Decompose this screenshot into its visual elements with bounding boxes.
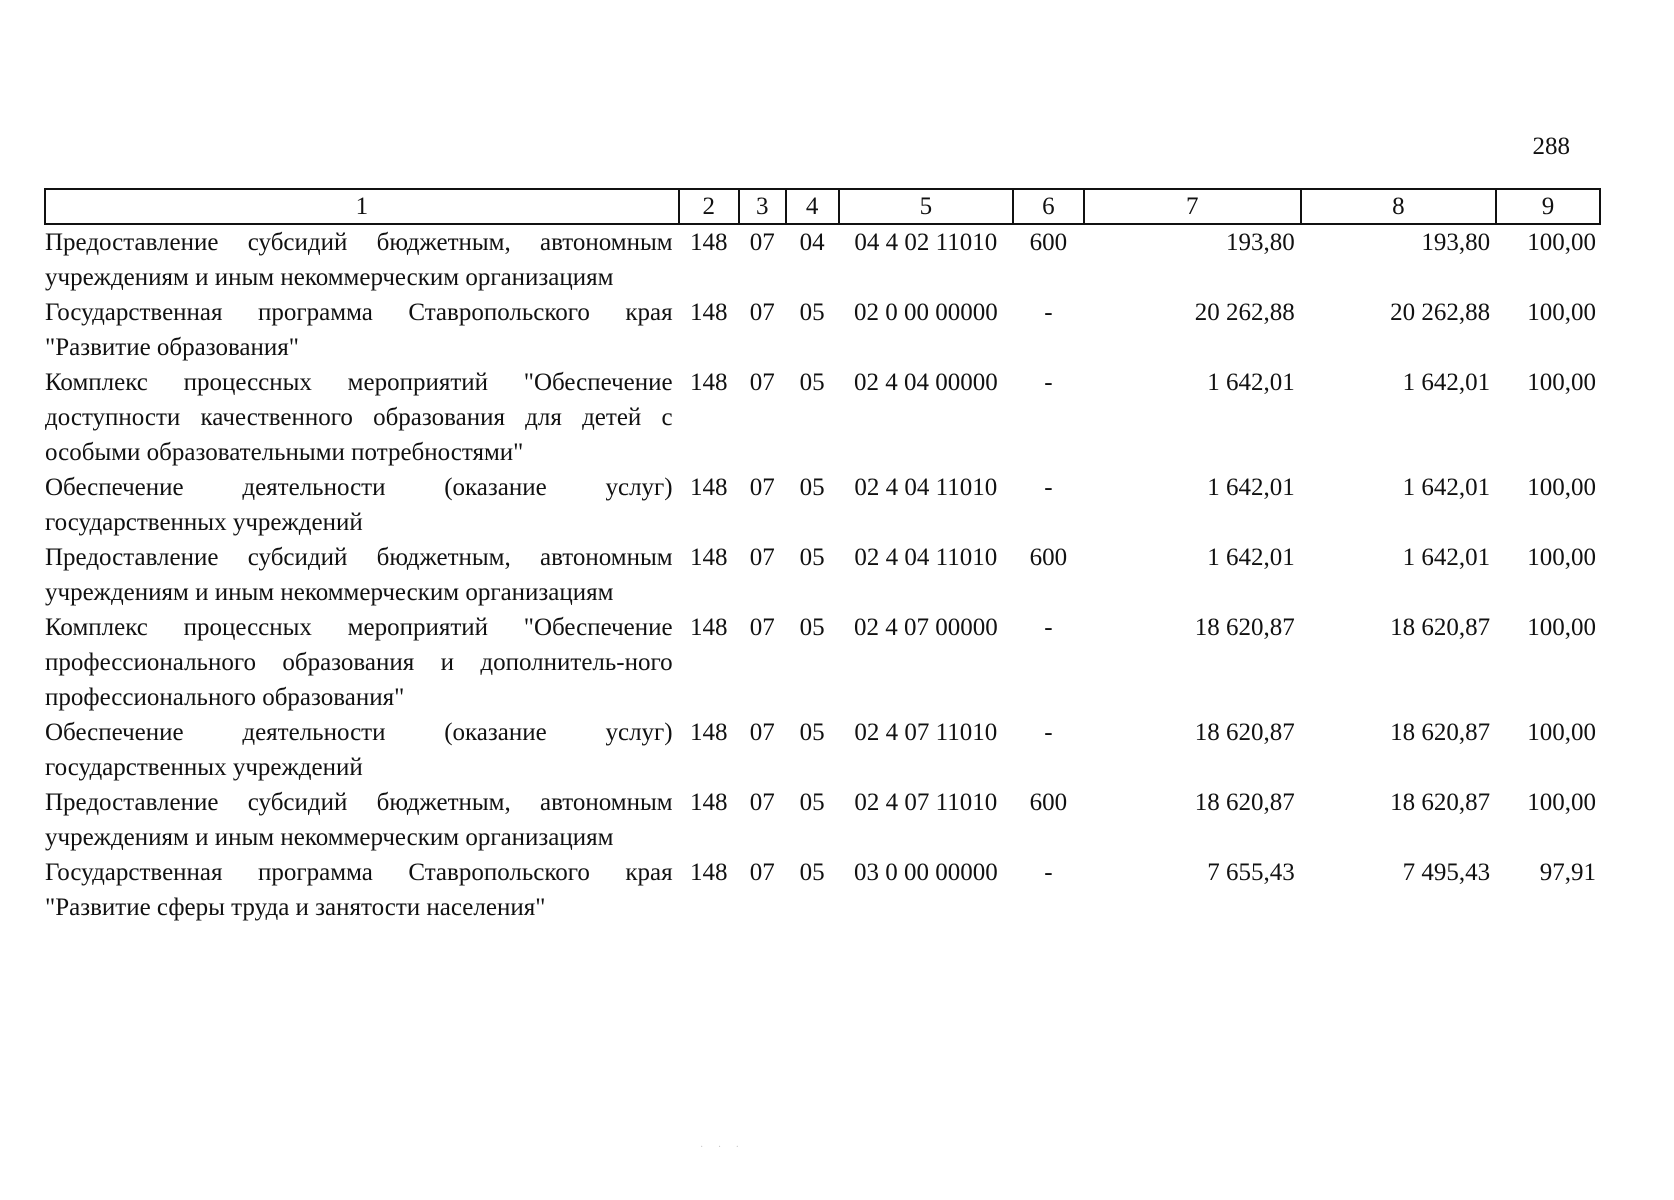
row-pr: 05 bbox=[799, 789, 825, 816]
row-csr: 02 4 04 00000 bbox=[853, 369, 998, 396]
table-row bbox=[45, 855, 1600, 925]
row-csr: 02 4 07 11010 bbox=[854, 719, 998, 746]
header-col-8: 8 bbox=[1301, 189, 1496, 224]
row-grbs: 148 bbox=[689, 614, 728, 641]
row-pr: 05 bbox=[799, 719, 825, 746]
row-percent: 100,00 bbox=[1527, 789, 1596, 816]
row-percent: 100,00 bbox=[1527, 614, 1596, 641]
row-vr: - bbox=[1044, 859, 1053, 886]
row-fact: 7 495,43 bbox=[1402, 859, 1491, 886]
header-col-2: 2 bbox=[679, 189, 739, 224]
row-name: Предоставление субсидий бюджетным, автономным учреждениям и иным некоммерческим организациям bbox=[45, 789, 673, 851]
row-pr: 05 bbox=[799, 369, 825, 396]
table-row bbox=[45, 610, 1600, 715]
row-rz: 07 bbox=[749, 719, 775, 746]
row-name: Обеспечение деятельности (оказание услуг) государственных учреждений bbox=[45, 474, 673, 536]
row-grbs: 148 bbox=[689, 859, 728, 886]
row-csr: 02 4 07 00000 bbox=[853, 614, 998, 641]
row-plan: 7 655,43 bbox=[1207, 859, 1295, 886]
header-col-9: 9 bbox=[1496, 189, 1600, 224]
row-plan: 1 642,01 bbox=[1207, 369, 1295, 396]
row-percent: 100,00 bbox=[1527, 369, 1596, 396]
row-vr: - bbox=[1044, 369, 1053, 396]
table-row bbox=[45, 224, 1600, 295]
row-fact: 18 620,87 bbox=[1390, 789, 1491, 816]
row-grbs: 148 bbox=[689, 544, 728, 571]
table-row bbox=[45, 295, 1600, 365]
row-csr: 03 0 00 00000 bbox=[853, 859, 998, 886]
row-percent: 100,00 bbox=[1527, 719, 1596, 746]
page-number: 288 bbox=[1532, 133, 1570, 160]
table-row bbox=[45, 715, 1600, 785]
row-vr: - bbox=[1044, 474, 1053, 501]
row-vr: 600 bbox=[1029, 789, 1068, 816]
row-rz: 07 bbox=[749, 299, 775, 326]
row-pr: 05 bbox=[799, 614, 825, 641]
header-col-1: 1 bbox=[45, 189, 679, 224]
row-fact: 193,80 bbox=[1421, 229, 1491, 256]
row-percent: 100,00 bbox=[1527, 299, 1596, 326]
row-percent: 100,00 bbox=[1527, 474, 1596, 501]
header-row bbox=[45, 189, 1600, 224]
row-grbs: 148 bbox=[689, 369, 728, 396]
budget-table bbox=[44, 188, 1601, 925]
row-pr: 05 bbox=[799, 544, 825, 571]
table-row bbox=[45, 365, 1600, 470]
row-plan: 1 642,01 bbox=[1207, 474, 1295, 501]
table-row bbox=[45, 785, 1600, 855]
row-fact: 20 262,88 bbox=[1390, 299, 1491, 326]
row-pr: 05 bbox=[799, 859, 825, 886]
row-rz: 07 bbox=[749, 614, 775, 641]
row-name: Государственная программа Ставропольского края "Развитие сферы труда и занятости населения" bbox=[45, 859, 673, 921]
row-pr: 05 bbox=[799, 474, 825, 501]
table-row bbox=[45, 470, 1600, 540]
row-fact: 1 642,01 bbox=[1402, 369, 1491, 396]
row-vr: - bbox=[1044, 719, 1053, 746]
row-rz: 07 bbox=[749, 859, 775, 886]
row-pr: 05 bbox=[799, 299, 825, 326]
row-percent: 100,00 bbox=[1527, 544, 1596, 571]
row-rz: 07 bbox=[749, 544, 775, 571]
row-fact: 18 620,87 bbox=[1390, 614, 1491, 641]
row-vr: 600 bbox=[1029, 229, 1068, 256]
header-col-6: 6 bbox=[1013, 189, 1084, 224]
row-rz: 07 bbox=[749, 369, 775, 396]
row-plan: 20 262,88 bbox=[1194, 299, 1295, 326]
table-body bbox=[45, 224, 1600, 925]
row-fact: 18 620,87 bbox=[1390, 719, 1491, 746]
row-percent: 97,91 bbox=[1539, 859, 1596, 886]
table-row bbox=[45, 540, 1600, 610]
header-col-5: 5 bbox=[839, 189, 1014, 224]
row-vr: - bbox=[1044, 299, 1053, 326]
row-plan: 1 642,01 bbox=[1207, 544, 1295, 571]
row-grbs: 148 bbox=[689, 299, 728, 326]
table-header bbox=[45, 189, 1600, 224]
row-plan: 18 620,87 bbox=[1194, 614, 1295, 641]
row-csr: 04 4 02 11010 bbox=[854, 229, 998, 256]
row-name: Обеспечение деятельности (оказание услуг) государственных учреждений bbox=[45, 719, 673, 781]
row-grbs: 148 bbox=[689, 719, 728, 746]
row-csr: 02 4 07 11010 bbox=[854, 789, 998, 816]
row-percent: 100,00 bbox=[1527, 229, 1596, 256]
header-col-3: 3 bbox=[739, 189, 786, 224]
row-plan: 18 620,87 bbox=[1194, 789, 1295, 816]
row-name: Комплекс процессных мероприятий "Обеспечение доступности качественного образования для детей с особыми образовательными потребностями" bbox=[45, 369, 673, 466]
row-csr: 02 0 00 00000 bbox=[853, 299, 998, 326]
row-vr: 600 bbox=[1029, 544, 1068, 571]
row-name: Комплекс процессных мероприятий "Обеспечение профессионального образования и дополнитель-ного профессионального образования" bbox=[45, 614, 673, 711]
row-grbs: 148 bbox=[689, 229, 728, 256]
row-name: Государственная программа Ставропольского края "Развитие образования" bbox=[45, 299, 673, 361]
row-rz: 07 bbox=[749, 474, 775, 501]
row-name: Предоставление субсидий бюджетным, автономным учреждениям и иным некоммерческим организациям bbox=[45, 544, 673, 606]
row-rz: 07 bbox=[749, 789, 775, 816]
header-col-7: 7 bbox=[1084, 189, 1301, 224]
row-plan: 193,80 bbox=[1226, 229, 1295, 256]
row-plan: 18 620,87 bbox=[1194, 719, 1295, 746]
row-pr: 04 bbox=[799, 229, 825, 256]
row-rz: 07 bbox=[749, 229, 775, 256]
row-fact: 1 642,01 bbox=[1402, 474, 1491, 501]
row-name: Предоставление субсидий бюджетным, автономным учреждениям и иным некоммерческим организациям bbox=[45, 229, 673, 291]
row-csr: 02 4 04 11010 bbox=[854, 474, 998, 501]
row-vr: - bbox=[1044, 614, 1053, 641]
row-grbs: 148 bbox=[689, 789, 728, 816]
scan-artifact: · · · bbox=[700, 1142, 745, 1153]
row-grbs: 148 bbox=[689, 474, 728, 501]
header-col-4: 4 bbox=[786, 189, 839, 224]
row-csr: 02 4 04 11010 bbox=[854, 544, 998, 571]
row-fact: 1 642,01 bbox=[1402, 544, 1491, 571]
